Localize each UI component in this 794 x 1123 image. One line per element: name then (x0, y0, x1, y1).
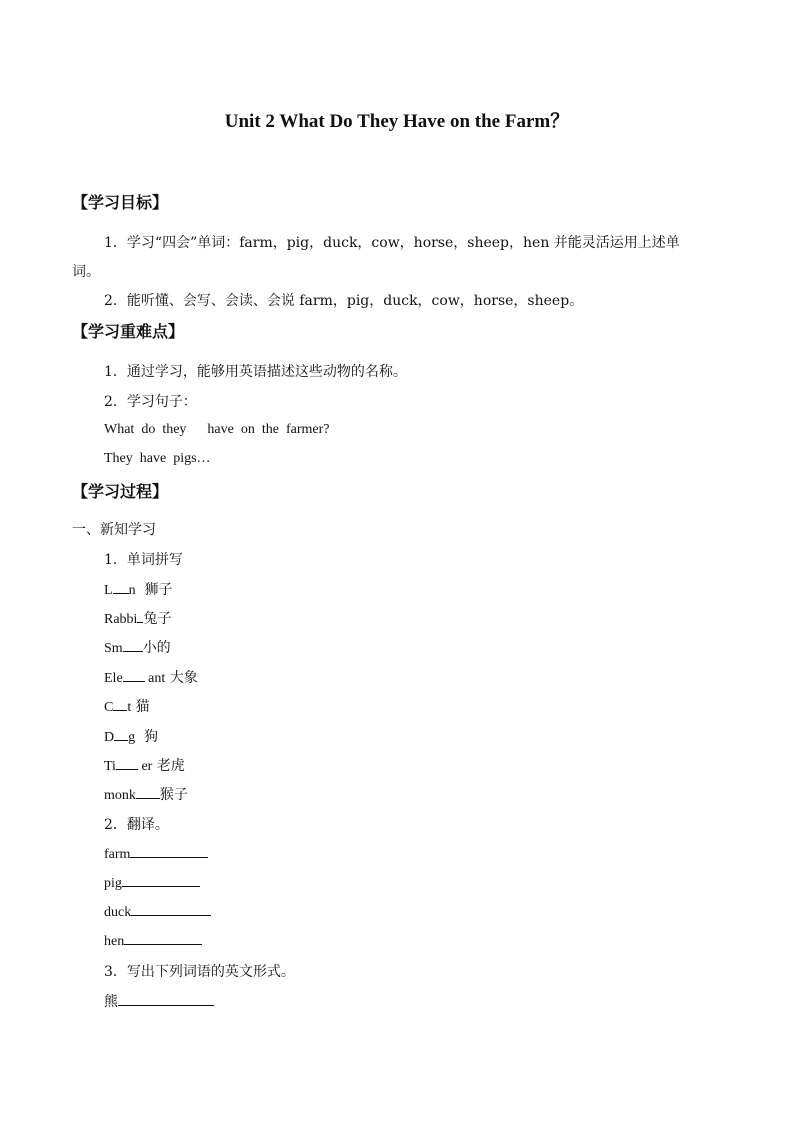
section-heading-goals: 【学习目标】 (72, 193, 169, 212)
q1-title: 1．单词拼写 (104, 552, 183, 568)
goal-item-1-line-1: 1．学习“四会”单词：farm，pig，duck，cow，horse，sheep，hen 并能灵活运用上述单 (104, 235, 680, 251)
goal-item-1-line-2: 词。 (72, 264, 100, 280)
spelling-item: L n 狮子 (104, 582, 173, 598)
goal-item-2: 2．能听懂、会写、会读、会说 farm，pig，duck，cow，horse，sheep。 (104, 293, 584, 309)
example-sentence-2: They have pigs… (104, 451, 211, 466)
spelling-item: Ti er 老虎 (104, 758, 185, 774)
translation-item: duck (104, 903, 211, 921)
spelling-item: Ele ant 大象 (104, 670, 198, 686)
translation-item: pig (104, 874, 200, 892)
spelling-item: Sm 小的 (104, 640, 171, 656)
q2-title: 2．翻译。 (104, 817, 169, 833)
key-point-item-1: 1．通过学习，能够用英语描述这些动物的名称。 (104, 364, 407, 380)
translation-item: hen (104, 932, 202, 950)
spelling-item: D g 狗 (104, 729, 159, 745)
spelling-item: C t 猫 (104, 699, 150, 715)
page-title: Unit 2 What Do They Have on the Farm？ (224, 111, 570, 132)
spelling-item: Rabbi 兔子 (104, 611, 172, 627)
part-1-title: 一、新知学习 (72, 522, 156, 538)
spelling-item: monk 猴子 (104, 787, 188, 803)
example-sentence-1: What do they have on the farmer? (104, 422, 330, 437)
q3-title: 3．写出下列词语的英文形式。 (104, 964, 295, 980)
translation-item: farm (104, 845, 208, 863)
key-point-item-2: 2．学习句子： (104, 394, 197, 410)
english-form-item: 熊 (104, 991, 214, 1011)
section-heading-process: 【学习过程】 (72, 482, 169, 501)
section-heading-key-points: 【学习重难点】 (72, 322, 185, 341)
